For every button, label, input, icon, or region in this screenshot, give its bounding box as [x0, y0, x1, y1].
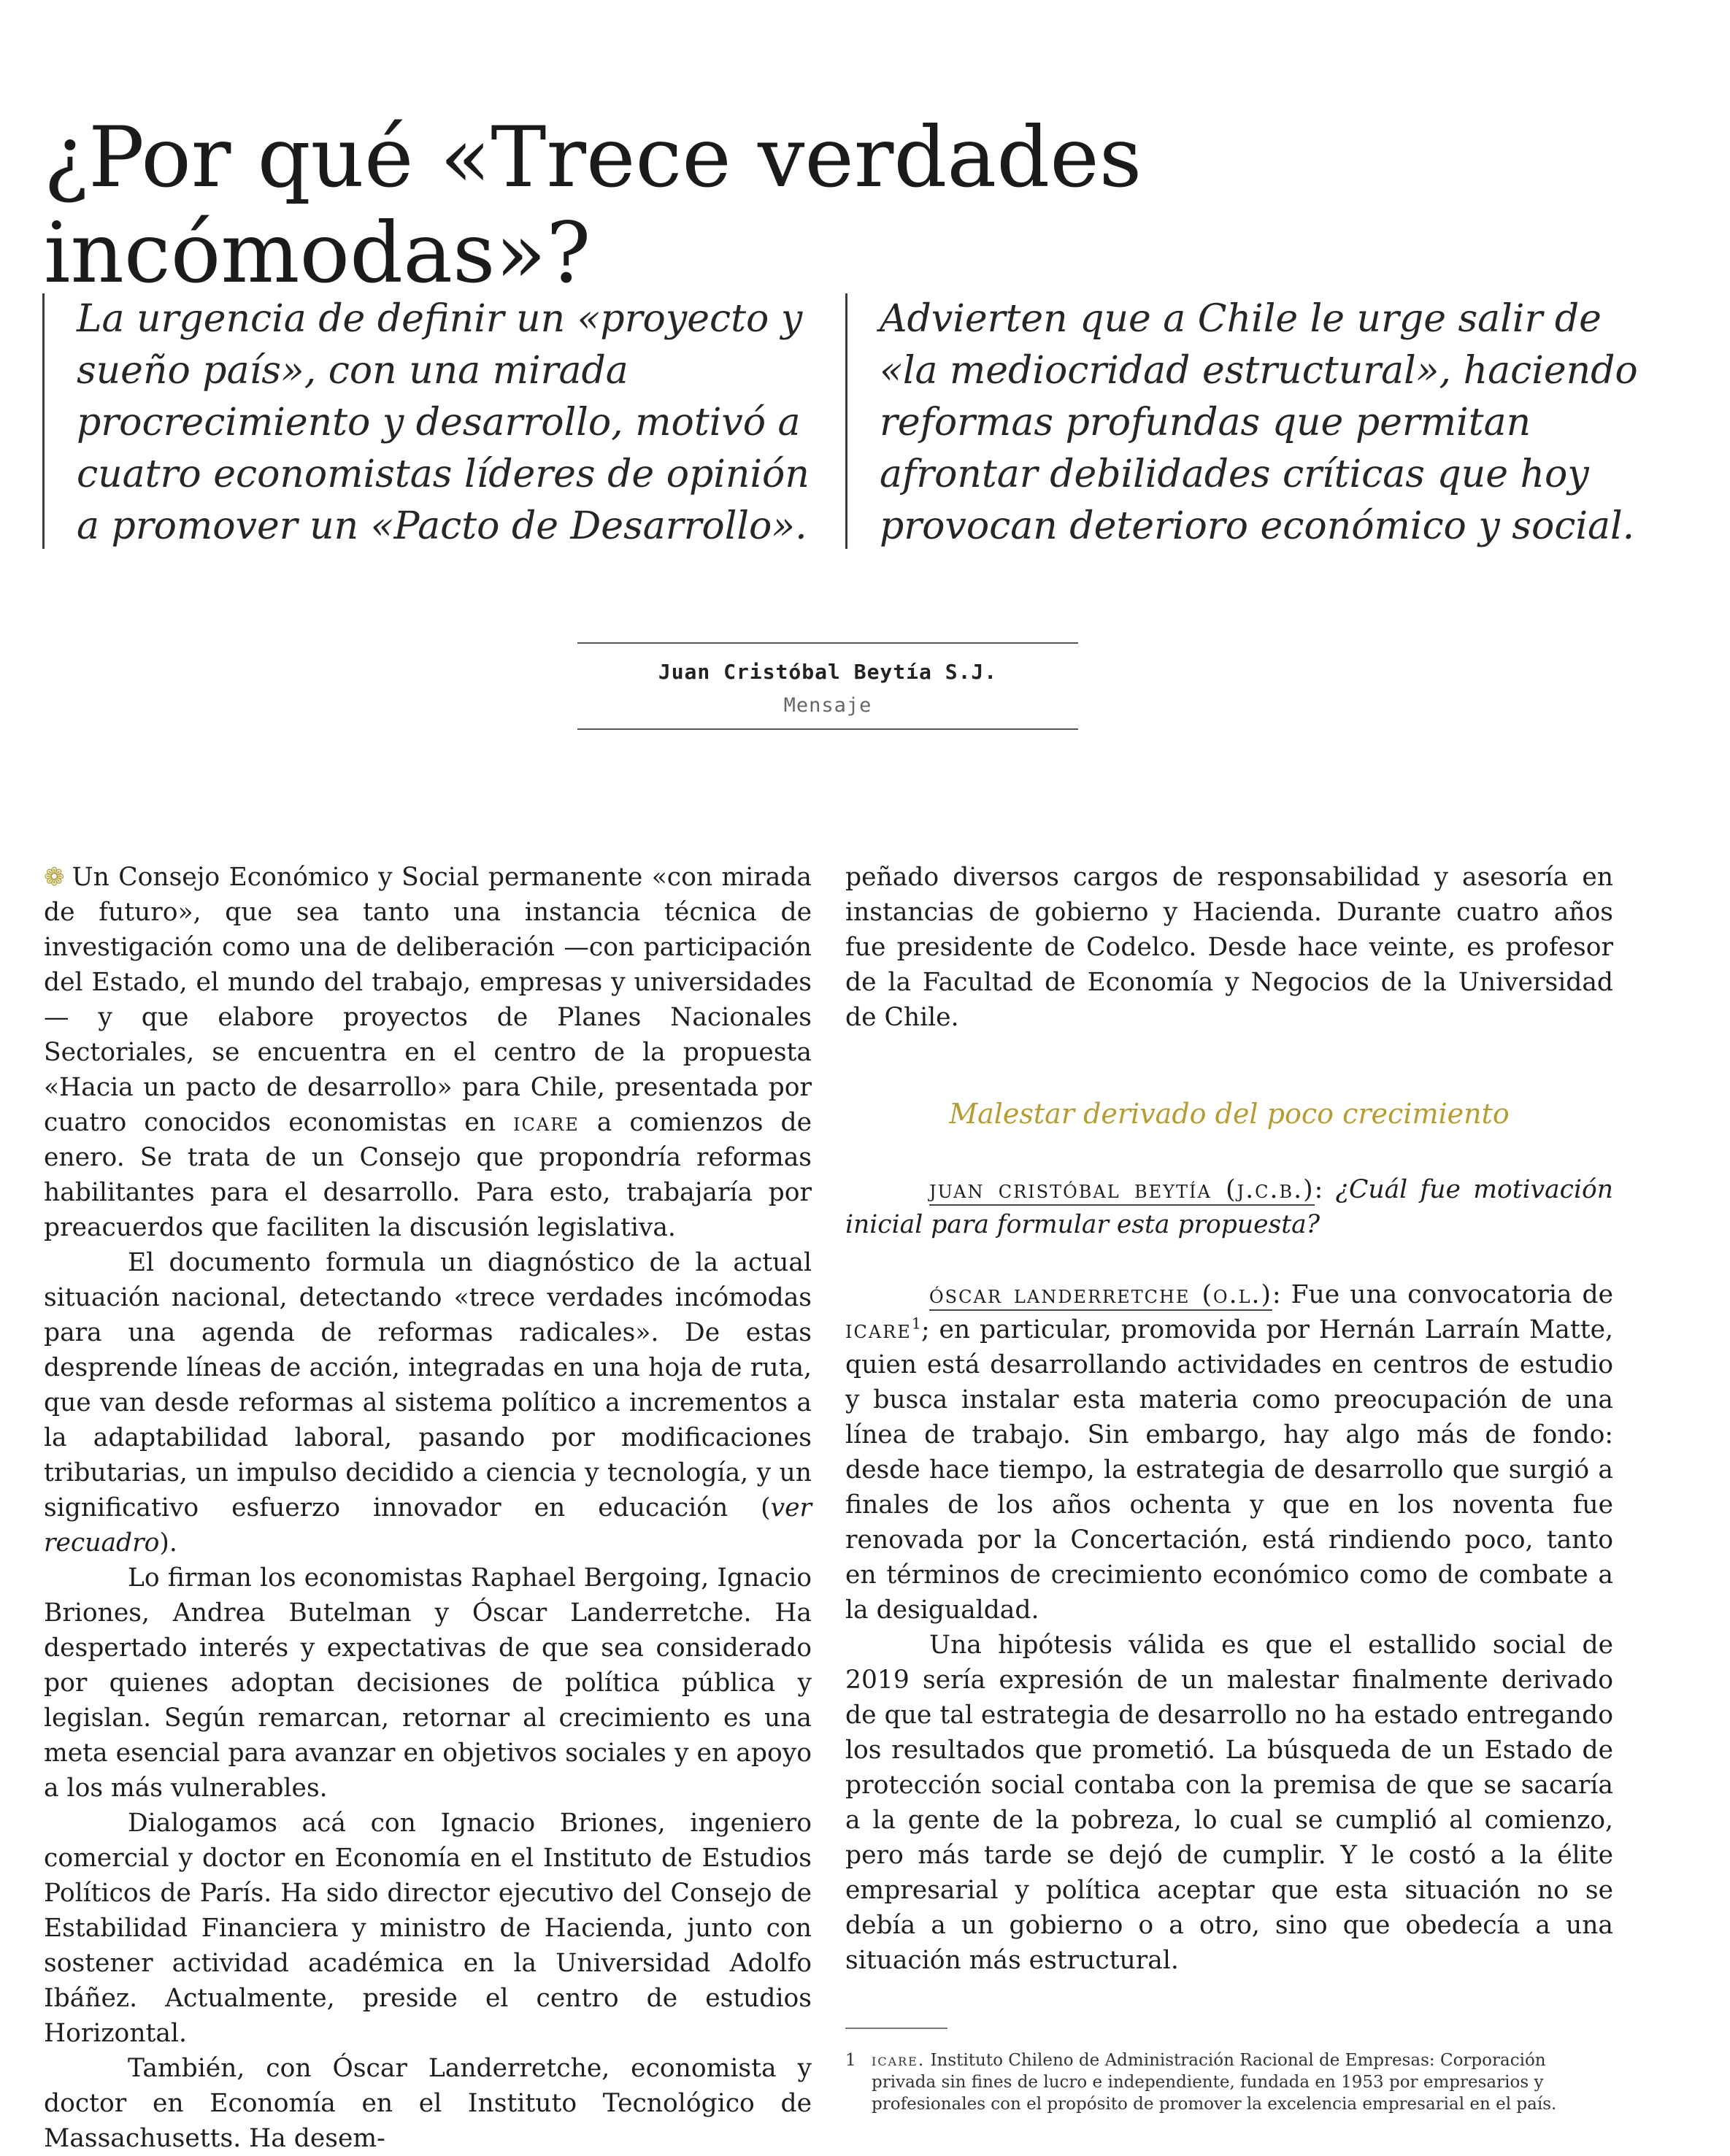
paragraph: Una hipótesis válida es que el estallido social de 2019 sería expresión de un malestar finalmente derivado de que tal estrategia de desarrollo no ha estado entregando los resultados que prometió. La búsqueda de un Estado de protección social contaba con la premisa de que se sacaría a la gente de la pobreza, lo cual se cumplió al comienzo, pero más tarde se dejó de cumplir. Y le costó a la élite empresarial y política aceptar que esta situación no se debía a un gobierno o a otro, sino que obedecía a una situación más estructural. — [845, 1631, 1613, 1975]
page-title: ¿Por qué «Trece verdades incómodas»? — [44, 109, 1142, 302]
flower-icon: ❁ — [44, 863, 65, 892]
body-column-right — [845, 860, 1613, 2115]
footnote-number: 1 — [845, 2051, 856, 2070]
footnote-divider — [845, 2028, 947, 2029]
interview-answer: óscar landerretche (o.l.): Fue una convocatoria de icare$^1$; en particular, promovida por Hernán Larraín Matte, quien está desarrollando actividades en centros de estudio y busca instalar esta materia como preocupación de una línea de trabajo. Sin embargo, hay algo más de fondo: desde hace tiempo, la estrategia de desarrollo que surgió a finales de los años ochenta y que en los noventa fue renovada por la Concertación, está rindiendo poco, tanto en términos de crecimiento económico como de combate a la desigualdad. — [845, 1280, 1613, 1625]
paragraph: Lo firman los economistas Raphael Bergoing, Ignacio Briones, Andrea Butelman y Óscar Landerretche. Ha despertado interés y expectativas de que sea considerado por quienes adoptan decisiones de política pública y legislan. Según remarcan, retornar al crecimiento es una meta esencial para avanzar en objetivos sociales y en apoyo a los más vulnerables. — [44, 1563, 812, 1803]
paragraph: ❁ Un Consejo Económico y Social permanente «con mirada de futuro», que sea tanto una instancia técnica de investigación como una de deliberación —con participación del Estado, el mundo del trabajo, empresas y universidades— y que elabore proyectos de Planes Nacionales Sectoriales, se encuentra en el centro de la propuesta «Hacia un pacto de desarrollo» para Chile, presentada por cuatro conocidos economistas en icare a comienzos de enero. Se trata de un Consejo que propondría reformas habilitantes para el desarrollo. Para esto, trabajaría por preacuerdos que faciliten la discusión legislativa. — [44, 863, 812, 1242]
byline-author: Juan Cristóbal Beytía S.J. — [658, 660, 998, 684]
paragraph: Dialogamos acá con Ignacio Briones, ingeniero comercial y doctor en Economía en el Instituto de Estudios Políticos de París. Ha sido director ejecutivo del Consejo de Estabilidad Financiera y ministro de Hacienda, junto con sostener actividad académica en la Universidad Adolfo Ibáñez. Actualmente, preside el centro de estudios Horizontal. — [44, 1809, 812, 2048]
paragraph: El documento formula un diagnóstico de la actual situación nacional, detectando «trece verdades incómodas para una agenda de reformas radicales». De estas desprende líneas de acción, integradas en una hoja de ruta, que van desde reformas al sistema político a incrementos a la adaptabilidad laboral, pasando por modificaciones tributarias, un impulso decidido a ciencia y tecnología, y un significativo esfuerzo innovador en educación (ver recuadro). — [44, 1248, 812, 1558]
body-column-left — [44, 860, 812, 2156]
paragraph: peñado diversos cargos de responsabilidad y asesoría en instancias de gobierno y Hacienda. Durante cuatro años fue presidente de Codelco. Desde hace veinte, es profesor de la Facultad de Economía y Negocios de la Universidad de Chile. — [845, 863, 1613, 1032]
paragraph: También, con Óscar Landerretche, economista y doctor en Economía en el Instituto Tecnológico de Massachusetts. Ha desem- — [44, 2054, 812, 2153]
footnote: 1 icare. Instituto Chileno de Administración Racional de Empresas: Corporación privada sin fines de lucro e independiente, fundada en 1953 por empresarios y profesionales con el propósito de promover la excelencia empresarial en el país. — [845, 2051, 1557, 2114]
lead-quote-left — [42, 293, 829, 549]
interview-question: juan cristóbal beytía (j.c.b.): ¿Cuál fue motivación inicial para formular esta propuesta? — [845, 1175, 1614, 1239]
lead-text-left: La urgencia de definir un «proyecto y sueño país», con una mirada procrecimiento y desarrollo, motivó a cuatro economistas líderes de opinión a promover un «Pacto de Desarrollo». — [77, 297, 810, 548]
byline-publication: Mensaje — [783, 694, 872, 717]
speaker-name: óscar landerretche (o.l.) — [929, 1280, 1272, 1309]
section-subhead: Malestar derivado del poco crecimiento — [949, 1098, 1510, 1130]
lead-quote-right — [845, 293, 1661, 549]
byline — [577, 642, 1078, 730]
speaker-name: juan cristóbal beytía (j.c.b.) — [929, 1175, 1315, 1204]
footnote-ref: 1 — [911, 1314, 921, 1333]
lead-text-right: Advierten que a Chile le urge salir de «la mediocridad estructural», haciendo reformas profundas que permitan afrontar debilidades críticas que hoy provocan deterioro económico y social. — [880, 297, 1638, 548]
